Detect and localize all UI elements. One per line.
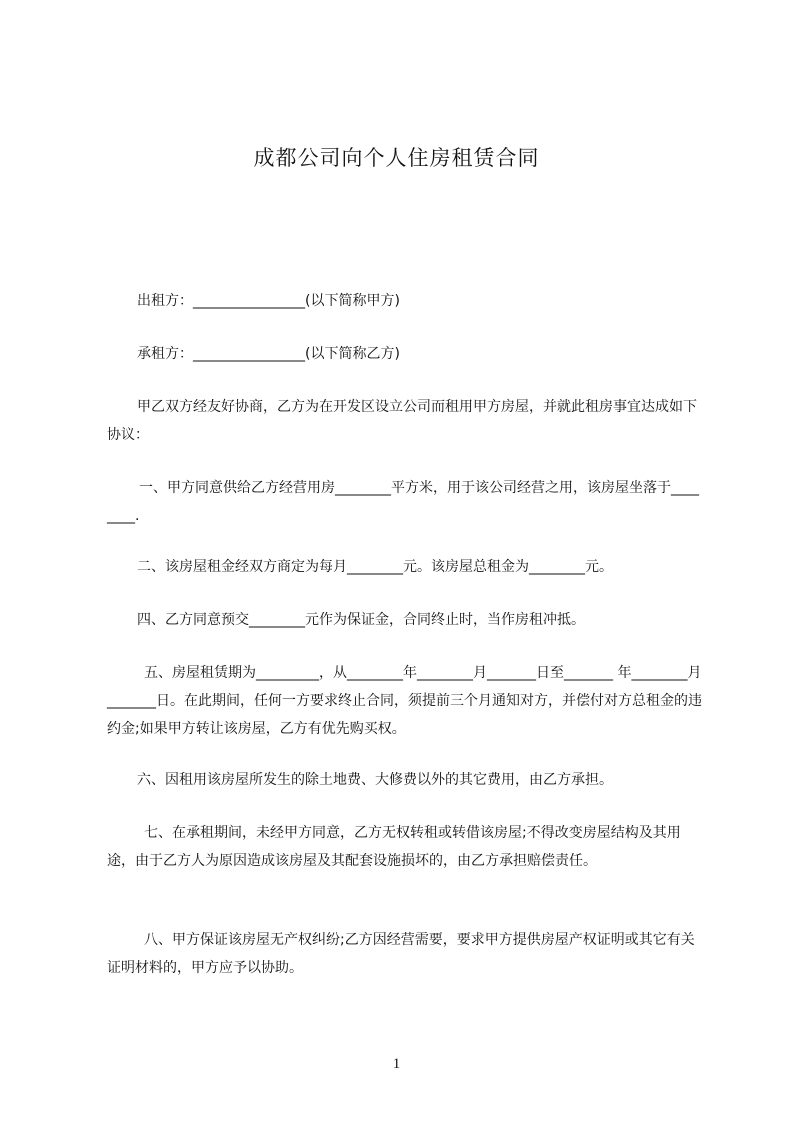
clause-7: 七、在承租期间，未经甲方同意，乙方无权转租或转借该房屋;不得改变房屋结构及其用途，由于乙方人为原因造成该房屋及其配套设施损坏的，由乙方承担赔偿责任。 bbox=[107, 825, 681, 869]
lessor-line: 出租方：________________(以下简称甲方) bbox=[137, 293, 400, 309]
clause-4: 四、乙方同意预交________元作为保证金，合同终止时，当作房租冲抵。 bbox=[137, 612, 585, 628]
lessee-line: 承租方：________________(以下简称乙方) bbox=[137, 346, 400, 362]
clause-2: 二、该房屋租金经双方商定为每月________元。该房屋总租金为________元。 bbox=[137, 559, 613, 575]
intro-paragraph: 甲乙双方经友好协商，乙方为在开发区设立公司而租用甲方房屋，并就此租房事宜达成如下协议： bbox=[107, 399, 697, 443]
page-number: 1 bbox=[392, 1056, 401, 1072]
document-title: 成都公司向个人住房租赁合同 bbox=[253, 146, 540, 170]
clause-8: 八、甲方保证该房屋无产权纠纷;乙方因经营需要，要求甲方提供房屋产权证明或其它有关证明材料的，甲方应予以协助。 bbox=[107, 932, 695, 976]
clause-6: 六、因租用该房屋所发生的除土地费、大修费以外的其它费用，由乙方承担。 bbox=[137, 772, 613, 788]
clause-1: 一、甲方同意供给乙方经营用房________平方米，用于该公司经营之用，该房屋坐落于________. bbox=[107, 480, 699, 524]
clause-5: 五、房屋租赁期为_________，从________年________月_______日至_______ 年________月_______日。在此期间，任何一方要求终止合同，须提前三个月通知对方，并偿付对方总租金的违约金;如果甲方转让该房屋，乙方有优先购买权。 bbox=[107, 665, 702, 737]
